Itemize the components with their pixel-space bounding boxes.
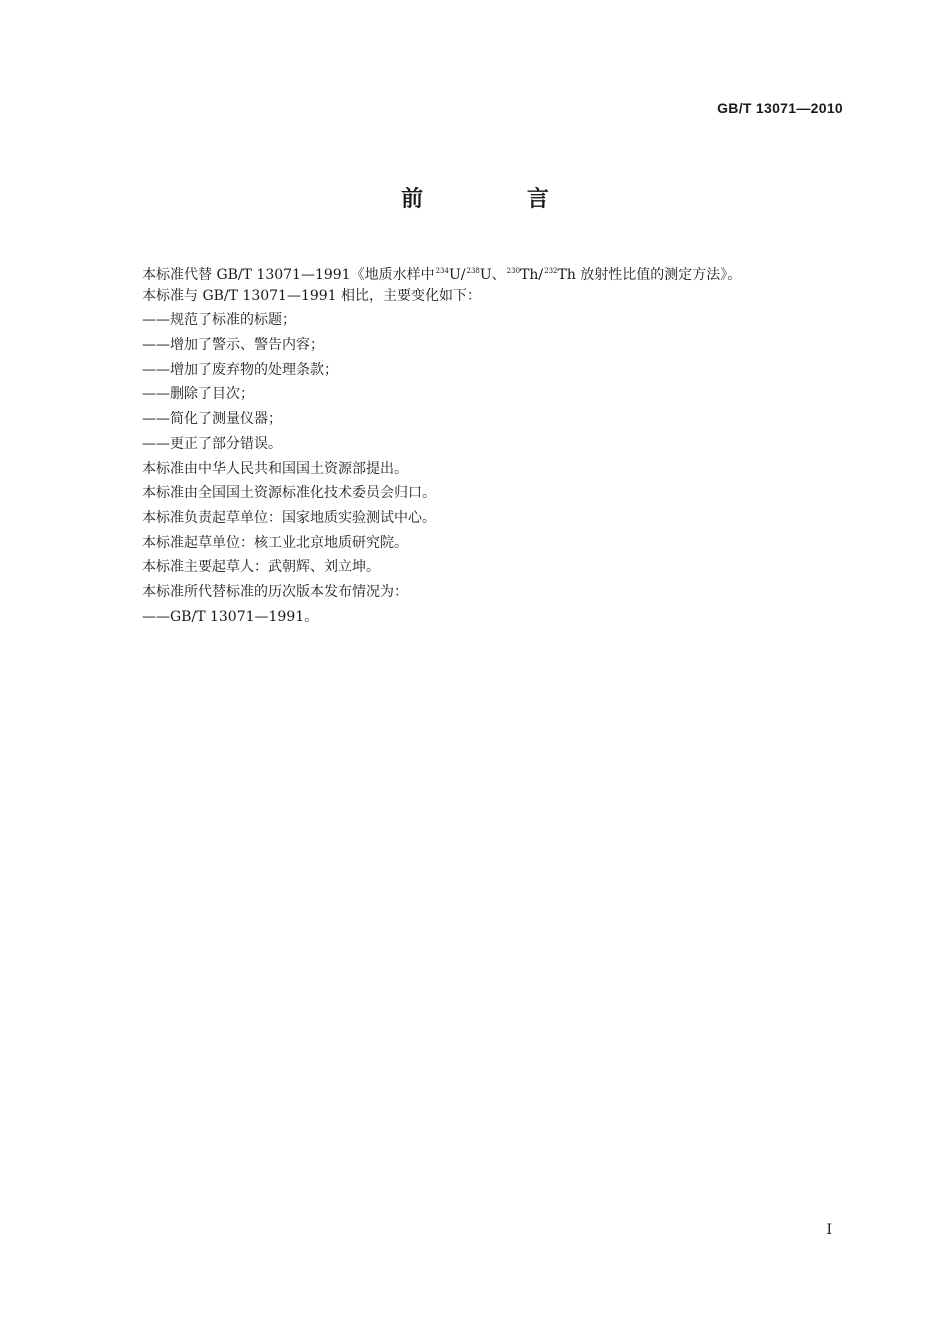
element-th-slash: Th/	[520, 267, 544, 283]
paragraph-line: 本标准与 GB/T 13071—1991 相比，主要变化如下：	[142, 287, 482, 304]
isotope-mass-238: 238	[466, 267, 480, 275]
paragraph-line: 本标准所代替标准的历次版本发布情况为：	[142, 583, 408, 600]
isotope-mass-232: 232	[544, 267, 558, 275]
paragraph-line: 本标准由中华人民共和国国土资源部提出。	[142, 460, 408, 477]
change-item: ——增加了废弃物的处理条款；	[142, 361, 338, 378]
replacement-text-end: Th 放射性比值的测定方法》。	[557, 267, 742, 283]
replacement-text-start: 本标准代替 GB/T 13071—1991《地质水样中	[142, 267, 435, 283]
change-item: ——删除了目次；	[142, 386, 254, 403]
paragraph-line: 本标准负责起草单位：国家地质实验测试中心。	[142, 509, 436, 526]
replacement-statement	[142, 259, 842, 284]
change-item: ——规范了标准的标题；	[142, 312, 296, 329]
page-title: 前 言	[401, 187, 597, 212]
paragraph-line: 本标准由全国国土资源标准化技术委员会归口。	[142, 485, 436, 502]
page-number: I	[826, 1222, 832, 1238]
isotope-mass-234: 234	[435, 267, 449, 275]
element-u: U、	[479, 267, 506, 283]
isotope-mass-230: 230	[506, 267, 521, 275]
element-u-slash: U/	[448, 267, 466, 283]
change-item: ——简化了测量仪器；	[142, 411, 282, 428]
paragraph-line: 本标准起草单位：核工业北京地质研究院。	[142, 534, 408, 551]
change-item: ——更正了部分错误。	[142, 435, 282, 452]
version-history-item: ——GB/T 13071—1991。	[142, 608, 319, 625]
standard-code: GB/T 13071—2010	[717, 100, 843, 116]
paragraph-line: 本标准主要起草人：武朝辉、刘立坤。	[142, 559, 380, 576]
change-item: ——增加了警示、警告内容；	[142, 337, 324, 354]
preface-body	[142, 259, 842, 629]
